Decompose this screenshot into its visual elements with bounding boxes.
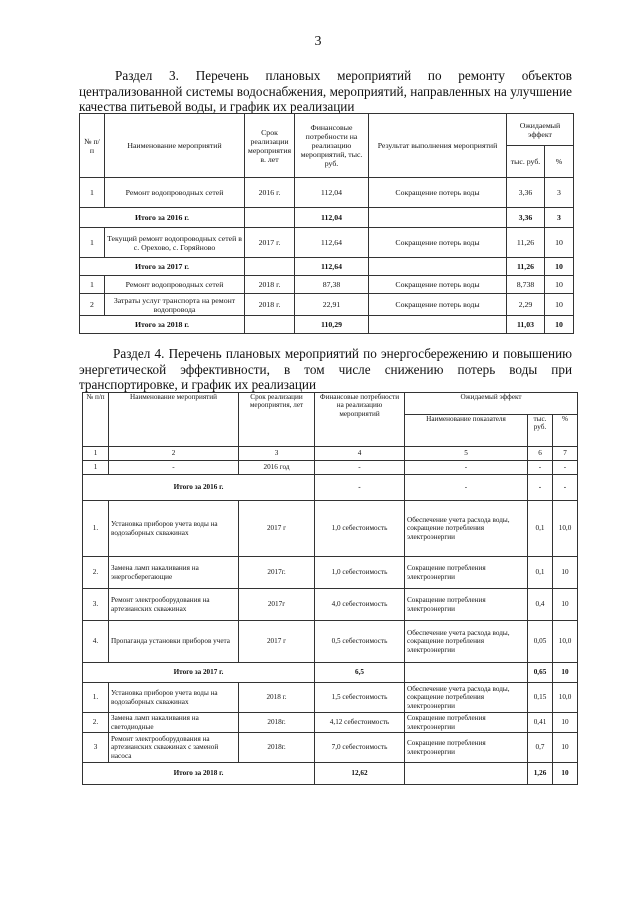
percent-cell: - [553, 475, 578, 501]
header-term: Срок реализации мероприятия в. лет [245, 114, 295, 178]
total-row [80, 258, 574, 276]
indicator-cell: - [405, 475, 528, 501]
effect-cell: - [528, 461, 553, 475]
name-cell: Ремонт водопроводных сетей [105, 276, 245, 294]
finance-cell: 1,5 себестоимость [315, 683, 405, 713]
section4-table [82, 392, 578, 785]
name-cell: Замена ламп накаливания на энергосберегающие [109, 557, 239, 589]
total-label: Итого за 2017 г. [80, 258, 245, 276]
name-cell: - [109, 461, 239, 475]
num-cell: 1 [80, 228, 105, 258]
effect-cell: 0,4 [528, 589, 553, 621]
term-cell: 2017 г. [245, 228, 295, 258]
term-cell: 2017 г [239, 621, 315, 663]
total-row [80, 316, 574, 334]
total-row [83, 475, 578, 501]
name-cell: Ремонт электрооборудования на артезианских скважинах с заменой насоса [109, 733, 239, 763]
percent-cell: 10 [553, 557, 578, 589]
page-number: 3 [314, 34, 322, 49]
name-cell: Пропаганда установки приборов учета [109, 621, 239, 663]
header-percent: % [553, 415, 578, 447]
table-row [83, 461, 578, 475]
effect-cell: 0,41 [528, 713, 553, 733]
header-num: № п/ п [80, 114, 105, 178]
table-row [80, 178, 574, 208]
name-cell: Установка приборов учета воды на водозаборных скважинах [109, 501, 239, 557]
total-label: Итого за 2016 г. [83, 475, 315, 501]
name-cell: Установка приборов учета воды на водозаборных скважинах [109, 683, 239, 713]
table-row [83, 557, 578, 589]
finance-cell: 0,5 себестоимость [315, 621, 405, 663]
finance-cell: 12,62 [315, 763, 405, 785]
num-cell: 4. [83, 621, 109, 663]
table-header-row [80, 114, 574, 146]
name-cell: Ремонт электрооборудования на артезианских скважинах [109, 589, 239, 621]
finance-cell: 112,64 [295, 258, 369, 276]
term-cell: 2016 год [239, 461, 315, 475]
indicator-cell: Обеспечение учета расхода воды, сокращение потребления электроэнергии [405, 621, 528, 663]
effect-cell: 0,1 [528, 501, 553, 557]
effect-cell: 0,65 [528, 663, 553, 683]
num-cell: 1 [80, 178, 105, 208]
finance-cell: 112,04 [295, 208, 369, 228]
total-row [83, 663, 578, 683]
indicator-cell [405, 763, 528, 785]
table-row [80, 228, 574, 258]
column-number-row [83, 447, 578, 461]
finance-cell: - [315, 461, 405, 475]
total-row [83, 763, 578, 785]
percent-cell: 10 [553, 763, 578, 785]
total-row [80, 208, 574, 228]
result-cell [369, 316, 507, 334]
column-number: 4 [315, 447, 405, 461]
term-cell: 2018 г. [239, 683, 315, 713]
header-indicator: Наименование показателя [405, 415, 528, 447]
num-cell: 3. [83, 589, 109, 621]
finance-cell: 4,12 себестоимость [315, 713, 405, 733]
num-cell: 3 [83, 733, 109, 763]
column-number: 6 [528, 447, 553, 461]
indicator-cell: - [405, 461, 528, 475]
table-row [83, 589, 578, 621]
finance-cell: 6,5 [315, 663, 405, 683]
term-cell: 2017г [239, 589, 315, 621]
term-cell [245, 316, 295, 334]
indicator-cell: Сокращение потребления электроэнергии [405, 557, 528, 589]
total-label: Итого за 2018 г. [80, 316, 245, 334]
effect-cell: 0,7 [528, 733, 553, 763]
section4-heading: Раздел 4. Перечень плановых мероприятий по энергосбережению и повышению энергетической эффективности, в том числе снижению потерь воды при транспортировке, и график их реализации [79, 346, 572, 392]
result-cell: Сокращение потерь воды [369, 294, 507, 316]
header-name: Наименование мероприятий [109, 393, 239, 447]
num-cell: 2. [83, 713, 109, 733]
name-cell: Затраты услуг транспорта на ремонт водопровода [105, 294, 245, 316]
header-thousand: тыс. руб. [507, 146, 545, 178]
percent-cell: 3 [545, 178, 574, 208]
percent-cell: 10 [553, 589, 578, 621]
finance-cell: 112,64 [295, 228, 369, 258]
header-num: № п/п [83, 393, 109, 447]
table-row [83, 501, 578, 557]
indicator-cell: Сокращение потребления электроэнергии [405, 589, 528, 621]
name-cell: Текущий ремонт водопроводных сетей в с. Орехово, с. Горяйново [105, 228, 245, 258]
total-label: Итого за 2017 г. [83, 663, 315, 683]
table-row [83, 683, 578, 713]
percent-cell: 10 [545, 258, 574, 276]
finance-cell: - [315, 475, 405, 501]
effect-cell: 3,36 [507, 178, 545, 208]
total-label: Итого за 2018 г. [83, 763, 315, 785]
header-finance: Финансовые потребности на реализацию мероприятий, тыс. руб. [295, 114, 369, 178]
percent-cell: 10 [545, 276, 574, 294]
effect-cell: 3,36 [507, 208, 545, 228]
table-header-row [83, 393, 578, 415]
term-cell: 2017г. [239, 557, 315, 589]
effect-cell: 11,03 [507, 316, 545, 334]
header-thousand: тыс. руб. [528, 415, 553, 447]
indicator-cell [405, 663, 528, 683]
num-cell: 2 [80, 294, 105, 316]
name-cell: Ремонт водопроводных сетей [105, 178, 245, 208]
total-label: Итого за 2016 г. [80, 208, 245, 228]
effect-cell: 11,26 [507, 258, 545, 276]
header-percent: % [545, 146, 574, 178]
num-cell: 1. [83, 683, 109, 713]
term-cell: 2016 г. [245, 178, 295, 208]
num-cell: 1 [83, 461, 109, 475]
finance-cell: 110,29 [295, 316, 369, 334]
effect-cell: - [528, 475, 553, 501]
percent-cell: - [553, 461, 578, 475]
indicator-cell: Сокращение потребления электроэнергии [405, 733, 528, 763]
header-term: Срок реализации мероприятия, лет [239, 393, 315, 447]
percent-cell: 10 [545, 294, 574, 316]
table-row [83, 733, 578, 763]
table-row [80, 294, 574, 316]
result-cell [369, 258, 507, 276]
result-cell [369, 208, 507, 228]
column-number: 5 [405, 447, 528, 461]
header-name: Наименование мероприятий [105, 114, 245, 178]
column-number: 2 [109, 447, 239, 461]
section3-table [79, 113, 574, 334]
term-cell: 2018 г. [245, 276, 295, 294]
effect-cell: 0,05 [528, 621, 553, 663]
finance-cell: 22,91 [295, 294, 369, 316]
percent-cell: 10 [545, 316, 574, 334]
term-cell: 2018г. [239, 713, 315, 733]
finance-cell: 1,0 себестоимость [315, 557, 405, 589]
effect-cell: 0,15 [528, 683, 553, 713]
effect-cell: 2,29 [507, 294, 545, 316]
percent-cell: 10 [545, 228, 574, 258]
finance-cell: 1,0 себестоимость [315, 501, 405, 557]
result-cell: Сокращение потерь воды [369, 228, 507, 258]
result-cell: Сокращение потерь воды [369, 276, 507, 294]
term-cell [245, 208, 295, 228]
percent-cell: 3 [545, 208, 574, 228]
num-cell: 1 [80, 276, 105, 294]
column-number: 1 [83, 447, 109, 461]
indicator-cell: Сокращение потребления электроэнергии [405, 713, 528, 733]
effect-cell: 11,26 [507, 228, 545, 258]
num-cell: 1. [83, 501, 109, 557]
effect-cell: 0,1 [528, 557, 553, 589]
percent-cell: 10 [553, 733, 578, 763]
finance-cell: 7,0 себестоимость [315, 733, 405, 763]
finance-cell: 87,38 [295, 276, 369, 294]
result-cell: Сокращение потерь воды [369, 178, 507, 208]
effect-cell: 1,26 [528, 763, 553, 785]
header-effect: Ожидаемый эффект [507, 114, 574, 146]
percent-cell: 10,0 [553, 621, 578, 663]
finance-cell: 112,04 [295, 178, 369, 208]
finance-cell: 4,0 себестоимость [315, 589, 405, 621]
term-cell: 2017 г [239, 501, 315, 557]
table-row [83, 713, 578, 733]
header-result: Результат выполнения мероприятий [369, 114, 507, 178]
indicator-cell: Обеспечение учета расхода воды, сокращение потребления электроэнергии [405, 683, 528, 713]
column-number: 7 [553, 447, 578, 461]
table-row [83, 621, 578, 663]
term-cell: 2018г. [239, 733, 315, 763]
header-finance: Финансовые потребности на реализацию мероприятий [315, 393, 405, 447]
indicator-cell: Обеспечение учета расхода воды, сокращение потребления электроэнергии [405, 501, 528, 557]
term-cell [245, 258, 295, 276]
column-number: 3 [239, 447, 315, 461]
effect-cell: 8,738 [507, 276, 545, 294]
name-cell: Замена ламп накаливания на светодиодные [109, 713, 239, 733]
percent-cell: 10,0 [553, 501, 578, 557]
percent-cell: 10,0 [553, 683, 578, 713]
header-effect: Ожидаемый эффект [405, 393, 578, 415]
table-row [80, 276, 574, 294]
section3-heading: Раздел 3. Перечень плановых мероприятий по ремонту объектов централизованной системы водоснабжения, мероприятий, направленных на улучшение качества питьевой воды, и график их реализации [79, 68, 572, 114]
num-cell: 2. [83, 557, 109, 589]
term-cell: 2018 г. [245, 294, 295, 316]
percent-cell: 10 [553, 663, 578, 683]
percent-cell: 10 [553, 713, 578, 733]
